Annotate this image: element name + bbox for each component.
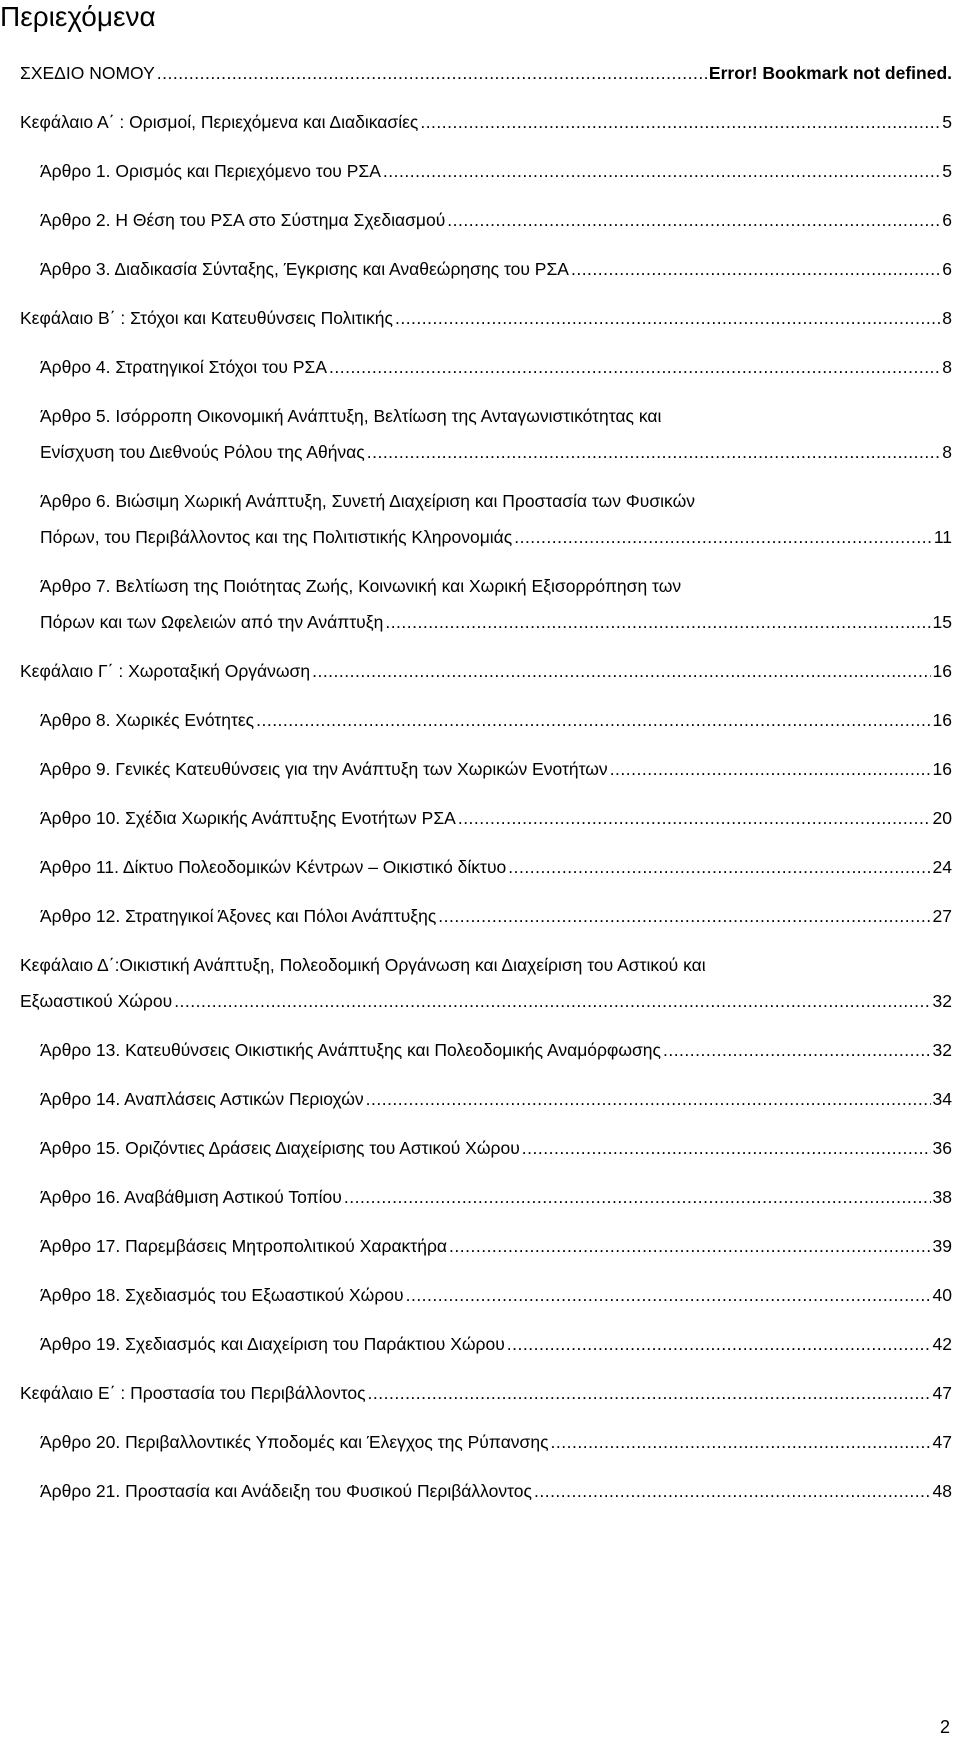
toc-page-number: 40: [932, 1285, 952, 1305]
toc-entry-line: [40, 202, 952, 238]
toc-entry[interactable]: [40, 1032, 952, 1068]
toc-entry[interactable]: [20, 947, 952, 1019]
toc-entry-title: Άρθρο 4. Στρατηγικοί Στόχοι του ΡΣΑ: [40, 357, 327, 377]
toc-entry-line: [40, 153, 952, 189]
toc-page-number: 11: [933, 527, 952, 547]
toc-entry-line: [40, 483, 952, 519]
toc-entry-title: Άρθρο 16. Αναβάθμιση Αστικού Τοπίου: [40, 1187, 342, 1207]
dot-leader: [383, 153, 940, 189]
dot-leader: [329, 349, 940, 385]
dot-leader: [312, 653, 930, 689]
toc-entry-title: Πόρων και των Ωφελειών από την Ανάπτυξη: [40, 612, 384, 632]
toc-entry-title: Ενίσχυση του Διεθνούς Ρόλου της Αθήνας: [40, 442, 365, 462]
toc-page-number: 5: [942, 112, 952, 132]
toc-entry[interactable]: [40, 153, 952, 189]
toc-entry-line: [40, 1179, 952, 1215]
toc-entry-line: [40, 1130, 952, 1166]
dot-leader: [385, 604, 930, 640]
toc-entry[interactable]: [40, 751, 952, 787]
toc-page-number: 6: [942, 259, 952, 279]
toc-entry-title: Άρθρο 11. Δίκτυο Πολεοδομικών Κέντρων – Οικιστικό δίκτυο: [40, 857, 507, 877]
dot-leader: [367, 434, 941, 470]
toc-entry[interactable]: [40, 702, 952, 738]
toc-entry-title: Άρθρο 19. Σχεδιασμός και Διαχείριση του Παράκτιου Χώρου: [40, 1334, 505, 1354]
toc-entry[interactable]: [40, 1081, 952, 1117]
toc-entry-line: [40, 1228, 952, 1264]
toc-page-number: 42: [932, 1334, 952, 1354]
dot-leader: [571, 251, 940, 287]
toc-entry[interactable]: [40, 483, 952, 555]
toc-page-number: 20: [932, 808, 952, 828]
dot-leader: [508, 849, 930, 885]
dot-leader: [514, 519, 932, 555]
toc-entry-title: Άρθρο 15. Οριζόντιες Δράσεις Διαχείρισης του Αστικού Χώρου: [40, 1138, 520, 1158]
dot-leader: [438, 898, 930, 934]
toc-entry-line: [20, 983, 952, 1019]
dot-leader: [449, 1228, 931, 1264]
toc-entry-line: [40, 1081, 952, 1117]
toc-entry[interactable]: [40, 1228, 952, 1264]
toc-entry[interactable]: [40, 202, 952, 238]
toc-entry-line: [20, 55, 952, 91]
toc-entry-title: Κεφάλαιο Δ΄:Οικιστική Ανάπτυξη, Πολεοδομική Οργάνωση και Διαχείριση του Αστικού και: [20, 955, 706, 975]
toc-page-number: 27: [932, 906, 952, 926]
dot-leader: [420, 104, 940, 140]
dot-leader: [551, 1424, 931, 1460]
toc-page-number: 24: [932, 857, 952, 877]
toc-entry-title: Κεφάλαιο Ε΄ : Προστασία του Περιβάλλοντος: [20, 1383, 366, 1403]
toc-entry[interactable]: [40, 1326, 952, 1362]
toc-page-number: 47: [932, 1432, 952, 1452]
toc-page-number: 16: [932, 661, 952, 681]
toc-entry-title: Άρθρο 2. Η Θέση του ΡΣΑ στο Σύστημα Σχεδιασμού: [40, 210, 446, 230]
toc-entry[interactable]: [40, 1473, 952, 1509]
dot-leader: [395, 300, 940, 336]
toc-entry-title: Κεφάλαιο Α΄ : Ορισμοί, Περιεχόμενα και Διαδικασίες: [20, 112, 419, 132]
toc-page-number: 32: [932, 991, 952, 1011]
toc-entry-title: Άρθρο 9. Γενικές Κατευθύνσεις για την Ανάπτυξη των Χωρικών Ενοτήτων: [40, 759, 608, 779]
toc-entry[interactable]: [20, 653, 952, 689]
dot-leader: [366, 1081, 931, 1117]
toc-entry-line: [40, 434, 952, 470]
toc-entry-line: [20, 947, 952, 983]
toc-entry[interactable]: [40, 349, 952, 385]
toc-entry-line: [40, 349, 952, 385]
toc-entry-title: Άρθρο 5. Ισόρροπη Οικονομική Ανάπτυξη, Βελτίωση της Ανταγωνιστικότητας και: [40, 406, 662, 426]
toc-page-number: 15: [932, 612, 952, 632]
toc-entry-title: Άρθρο 12. Στρατηγικοί Άξονες και Πόλοι Ανάπτυξης: [40, 906, 437, 926]
toc-page-number: 16: [932, 759, 952, 779]
dot-leader: [534, 1473, 931, 1509]
toc-entry[interactable]: [40, 1179, 952, 1215]
toc-entry-line: [20, 653, 952, 689]
toc-entry-title: Άρθρο 8. Χωρικές Ενότητες: [40, 710, 255, 730]
toc-page-number: 6: [942, 210, 952, 230]
toc-entry-title: Άρθρο 18. Σχεδιασμός του Εξωαστικού Χώρου: [40, 1285, 404, 1305]
toc-entry-line: [40, 1473, 952, 1509]
dot-leader: [522, 1130, 931, 1166]
toc-entry-line: [40, 1326, 952, 1362]
toc-page-number: 39: [932, 1236, 952, 1256]
toc-entry[interactable]: [20, 55, 952, 91]
toc-entry-title: Άρθρο 20. Περιβαλλοντικές Υποδομές και Έλεγχος της Ρύπανσης: [40, 1432, 549, 1452]
toc-page-number: 48: [932, 1481, 952, 1501]
toc-entry-line: [40, 702, 952, 738]
toc-entry-title: Άρθρο 3. Διαδικασία Σύνταξης, Έγκρισης και Αναθεώρησης του ΡΣΑ: [40, 259, 569, 279]
toc-page-number: 8: [942, 308, 952, 328]
toc-page-number: 5: [942, 161, 952, 181]
toc-entry-line: [40, 251, 952, 287]
footer-page-number: 2: [939, 1717, 950, 1737]
toc-entry-title: Κεφάλαιο Β΄ : Στόχοι και Κατευθύνσεις Πολιτικής: [20, 308, 393, 328]
dot-leader: [157, 55, 707, 91]
toc-entry[interactable]: [20, 1375, 952, 1411]
toc-entry[interactable]: [40, 398, 952, 470]
toc-page-number: 32: [932, 1040, 952, 1060]
toc-page-number: 8: [942, 357, 952, 377]
toc-entry[interactable]: [20, 300, 952, 336]
toc-entry-title: Κεφάλαιο Γ΄ : Χωροταξική Οργάνωση: [20, 661, 311, 681]
toc-entry-title: ΣΧΕΔΙΟ ΝΟΜΟΥ: [20, 63, 155, 83]
dot-leader: [507, 1326, 931, 1362]
dot-leader: [256, 702, 930, 738]
toc-entry-title: Εξωαστικού Χώρου: [20, 991, 173, 1011]
toc-entry[interactable]: [40, 1424, 952, 1460]
toc-entry-line: [40, 1032, 952, 1068]
toc-entry-title: Άρθρο 10. Σχέδια Χωρικής Ανάπτυξης Ενοτήτων ΡΣΑ: [40, 808, 456, 828]
toc-entry-line: [40, 751, 952, 787]
toc-entry-line: [40, 568, 952, 604]
dot-leader: [447, 202, 940, 238]
toc-entry-line: [40, 849, 952, 885]
toc-entry-line: [40, 1277, 952, 1313]
dot-leader: [458, 800, 931, 836]
toc-page-number: 34: [932, 1089, 952, 1109]
toc-page-number: 38: [932, 1187, 952, 1207]
toc-page-number: 16: [932, 710, 952, 730]
toc-entry[interactable]: [40, 1130, 952, 1166]
toc-entry-title: Άρθρο 1. Ορισμός και Περιεχόμενο του ΡΣΑ: [40, 161, 381, 181]
toc-entry[interactable]: [40, 568, 952, 640]
dot-leader: [368, 1375, 931, 1411]
toc-page-number: Error! Bookmark not defined.: [708, 63, 952, 83]
toc-entry-title: Άρθρο 14. Αναπλάσεις Αστικών Περιοχών: [40, 1089, 364, 1109]
toc-entry-line: [20, 104, 952, 140]
toc-entry[interactable]: [20, 104, 952, 140]
toc-entry[interactable]: [40, 800, 952, 836]
dot-leader: [406, 1277, 931, 1313]
toc-entry[interactable]: [40, 1277, 952, 1313]
page-title: Περιεχόμενα: [0, 1, 156, 32]
toc-entry-title: Άρθρο 17. Παρεμβάσεις Μητροπολιτικού Χαρακτήρα: [40, 1236, 448, 1256]
dot-leader: [610, 751, 931, 787]
toc-entry-line: [40, 519, 952, 555]
toc-entry-title: Πόρων, του Περιβάλλοντος και της Πολιτιστικής Κληρονομιάς: [40, 527, 513, 547]
toc-entry-line: [40, 1424, 952, 1460]
toc-page-number: 36: [932, 1138, 952, 1158]
toc-entry-title: Άρθρο 21. Προστασία και Ανάδειξη του Φυσικού Περιβάλλοντος: [40, 1481, 532, 1501]
toc-entry-title: Άρθρο 6. Βιώσιμη Χωρική Ανάπτυξη, Συνετή Διαχείριση και Προστασία των Φυσικών: [40, 491, 695, 511]
toc-entry-line: [20, 300, 952, 336]
dot-leader: [174, 983, 930, 1019]
toc-entry[interactable]: [40, 898, 952, 934]
toc-entry-title: Άρθρο 13. Κατευθύνσεις Οικιστικής Ανάπτυξης και Πολεοδομικής Αναμόρφωσης: [40, 1040, 661, 1060]
toc-entry-line: [20, 1375, 952, 1411]
toc-entry-line: [40, 398, 952, 434]
toc-entry-line: [40, 898, 952, 934]
toc-entry[interactable]: [40, 849, 952, 885]
toc-page-number: 47: [932, 1383, 952, 1403]
toc-page-number: 8: [942, 442, 952, 462]
dot-leader: [663, 1032, 931, 1068]
toc-entry[interactable]: [40, 251, 952, 287]
toc-entry-title: Άρθρο 7. Βελτίωση της Ποιότητας Ζωής, Κοινωνική και Χωρική Εξισορρόπηση των: [40, 576, 682, 596]
toc-entry-line: [40, 800, 952, 836]
toc-entry-line: [40, 604, 952, 640]
dot-leader: [344, 1179, 931, 1215]
